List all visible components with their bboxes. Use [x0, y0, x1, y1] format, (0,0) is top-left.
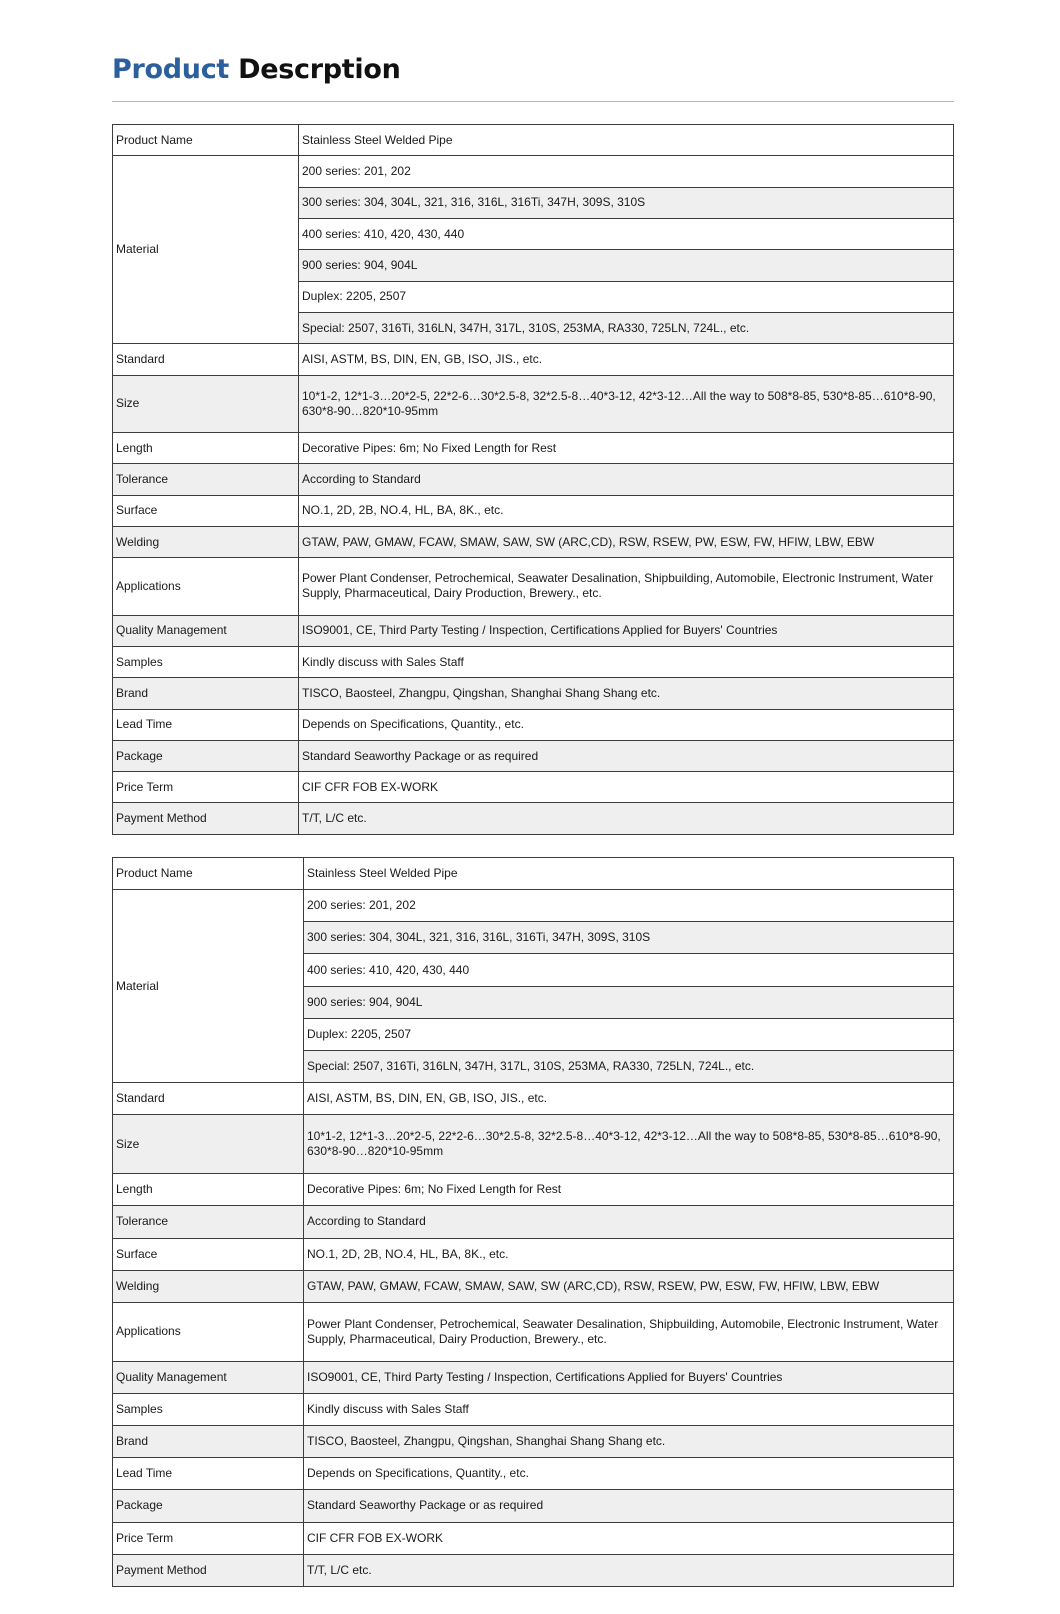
- table-row: [113, 526, 954, 557]
- row-label: Payment Method: [113, 803, 299, 835]
- row-label: Lead Time: [113, 709, 299, 740]
- table-row: [113, 432, 954, 463]
- row-value: Stainless Steel Welded Pipe: [299, 125, 954, 156]
- row-value: T/T, L/C etc.: [299, 803, 954, 835]
- heading-divider: [112, 101, 954, 102]
- row-label: Product Name: [113, 858, 304, 890]
- table-row: [113, 558, 954, 615]
- row-label: Applications: [113, 558, 299, 615]
- table-row: [113, 646, 954, 677]
- material-value: Special: 2507, 316Ti, 316LN, 347H, 317L, 310S, 253MA, RA330, 725LN, 724L., etc.: [304, 1050, 954, 1082]
- material-value: 200 series: 201, 202: [304, 890, 954, 922]
- row-value: According to Standard: [299, 464, 954, 495]
- table-row: [113, 1238, 954, 1270]
- table-row: [113, 1206, 954, 1238]
- material-value: 400 series: 410, 420, 430, 440: [299, 218, 954, 249]
- table-row: [113, 772, 954, 803]
- row-label: Brand: [113, 1426, 304, 1458]
- row-value: AISI, ASTM, BS, DIN, EN, GB, ISO, JIS., etc.: [299, 344, 954, 375]
- row-label: Quality Management: [113, 615, 299, 646]
- row-label: Tolerance: [113, 1206, 304, 1238]
- row-value: TISCO, Baosteel, Zhangpu, Qingshan, Shanghai Shang Shang etc.: [304, 1426, 954, 1458]
- table-row: [113, 156, 954, 187]
- row-label: Welding: [113, 526, 299, 557]
- row-value: CIF CFR FOB EX-WORK: [304, 1522, 954, 1554]
- material-value: 300 series: 304, 304L, 321, 316, 316L, 316Ti, 347H, 309S, 310S: [304, 922, 954, 954]
- row-value: TISCO, Baosteel, Zhangpu, Qingshan, Shanghai Shang Shang etc.: [299, 678, 954, 709]
- row-value: T/T, L/C etc.: [304, 1554, 954, 1586]
- table-row: [113, 1522, 954, 1554]
- material-value: 900 series: 904, 904L: [304, 986, 954, 1018]
- row-label: Lead Time: [113, 1458, 304, 1490]
- spec-table-1: [112, 124, 954, 835]
- section-heading: [112, 54, 401, 85]
- material-value: 300 series: 304, 304L, 321, 316, 316L, 316Ti, 347H, 309S, 310S: [299, 187, 954, 218]
- row-label: Standard: [113, 1083, 304, 1115]
- material-value: 400 series: 410, 420, 430, 440: [304, 954, 954, 986]
- row-label: Samples: [113, 1393, 304, 1425]
- row-value: Stainless Steel Welded Pipe: [304, 858, 954, 890]
- row-label: Quality Management: [113, 1361, 304, 1393]
- row-value: ISO9001, CE, Third Party Testing / Inspection, Certifications Applied for Buyers' Countries: [299, 615, 954, 646]
- table-row: [113, 495, 954, 526]
- row-value: Kindly discuss with Sales Staff: [299, 646, 954, 677]
- row-value: Power Plant Condenser, Petrochemical, Seawater Desalination, Shipbuilding, Automobile, Electronic Instrument, Water Supply, Pharmaceutical, Dairy Production, Brewery., etc.: [304, 1302, 954, 1361]
- table-row: [113, 1302, 954, 1361]
- table-row: [113, 375, 954, 432]
- row-value: CIF CFR FOB EX-WORK: [299, 772, 954, 803]
- material-value: Duplex: 2205, 2507: [299, 281, 954, 312]
- row-value: Kindly discuss with Sales Staff: [304, 1393, 954, 1425]
- row-label: Price Term: [113, 772, 299, 803]
- table-row: [113, 1115, 954, 1174]
- material-value: 200 series: 201, 202: [299, 156, 954, 187]
- row-value: AISI, ASTM, BS, DIN, EN, GB, ISO, JIS., etc.: [304, 1083, 954, 1115]
- heading-accent-word: Product: [112, 54, 230, 85]
- row-value: Standard Seaworthy Package or as required: [304, 1490, 954, 1522]
- row-value: Standard Seaworthy Package or as required: [299, 740, 954, 771]
- row-label: Size: [113, 375, 299, 432]
- row-label: Standard: [113, 344, 299, 375]
- material-value: 900 series: 904, 904L: [299, 250, 954, 281]
- table-row: [113, 464, 954, 495]
- row-label: Welding: [113, 1270, 304, 1302]
- row-value: Decorative Pipes: 6m; No Fixed Length for Rest: [304, 1174, 954, 1206]
- table-row: [113, 1083, 954, 1115]
- row-value: ISO9001, CE, Third Party Testing / Inspection, Certifications Applied for Buyers' Countries: [304, 1361, 954, 1393]
- table-row: [113, 1393, 954, 1425]
- table-row: [113, 740, 954, 771]
- row-label: Brand: [113, 678, 299, 709]
- row-label: Size: [113, 1115, 304, 1174]
- row-value: Power Plant Condenser, Petrochemical, Seawater Desalination, Shipbuilding, Automobile, Electronic Instrument, Water Supply, Pharmaceutical, Dairy Production, Brewery., etc.: [299, 558, 954, 615]
- row-value: According to Standard: [304, 1206, 954, 1238]
- table-row: [113, 344, 954, 375]
- row-label: Package: [113, 1490, 304, 1522]
- row-value: Decorative Pipes: 6m; No Fixed Length for Rest: [299, 432, 954, 463]
- spec-table-2: [112, 857, 954, 1587]
- table-row: [113, 709, 954, 740]
- table-row: [113, 1270, 954, 1302]
- table-row: [113, 1490, 954, 1522]
- table-row: [113, 1554, 954, 1586]
- row-label: Price Term: [113, 1522, 304, 1554]
- row-label: Product Name: [113, 125, 299, 156]
- material-value: Duplex: 2205, 2507: [304, 1018, 954, 1050]
- table-row: [113, 1458, 954, 1490]
- row-value: NO.1, 2D, 2B, NO.4, HL, BA, 8K., etc.: [299, 495, 954, 526]
- material-label: Material: [113, 156, 299, 344]
- row-value: 10*1-2, 12*1-3…20*2-5, 22*2-6…30*2.5-8, 32*2.5-8…40*3-12, 42*3-12…All the way to 508*8-85, 530*8-85…610*8-90, 630*8-90…820*10-95mm: [299, 375, 954, 432]
- material-label: Material: [113, 890, 304, 1083]
- table-row: [113, 1426, 954, 1458]
- row-label: Tolerance: [113, 464, 299, 495]
- row-value: 10*1-2, 12*1-3…20*2-5, 22*2-6…30*2.5-8, 32*2.5-8…40*3-12, 42*3-12…All the way to 508*8-85, 530*8-85…610*8-90, 630*8-90…820*10-95mm: [304, 1115, 954, 1174]
- table-row: [113, 125, 954, 156]
- table-row: [113, 678, 954, 709]
- row-label: Length: [113, 1174, 304, 1206]
- row-value: Depends on Specifications, Quantity., etc.: [304, 1458, 954, 1490]
- table-row: [113, 1174, 954, 1206]
- row-value: NO.1, 2D, 2B, NO.4, HL, BA, 8K., etc.: [304, 1238, 954, 1270]
- table-row: [113, 1361, 954, 1393]
- heading-rest-word: Descrption: [238, 54, 401, 85]
- row-label: Surface: [113, 495, 299, 526]
- row-label: Surface: [113, 1238, 304, 1270]
- row-value: GTAW, PAW, GMAW, FCAW, SMAW, SAW, SW (ARC,CD), RSW, RSEW, PW, ESW, FW, HFIW, LBW, EBW: [299, 526, 954, 557]
- table-row: [113, 803, 954, 835]
- material-value: Special: 2507, 316Ti, 316LN, 347H, 317L, 310S, 253MA, RA330, 725LN, 724L., etc.: [299, 312, 954, 343]
- row-label: Samples: [113, 646, 299, 677]
- row-value: Depends on Specifications, Quantity., etc.: [299, 709, 954, 740]
- row-label: Payment Method: [113, 1554, 304, 1586]
- row-label: Applications: [113, 1302, 304, 1361]
- row-value: GTAW, PAW, GMAW, FCAW, SMAW, SAW, SW (ARC,CD), RSW, RSEW, PW, ESW, FW, HFIW, LBW, EBW: [304, 1270, 954, 1302]
- table-row: [113, 858, 954, 890]
- row-label: Length: [113, 432, 299, 463]
- row-label: Package: [113, 740, 299, 771]
- table-row: [113, 615, 954, 646]
- table-row: [113, 890, 954, 922]
